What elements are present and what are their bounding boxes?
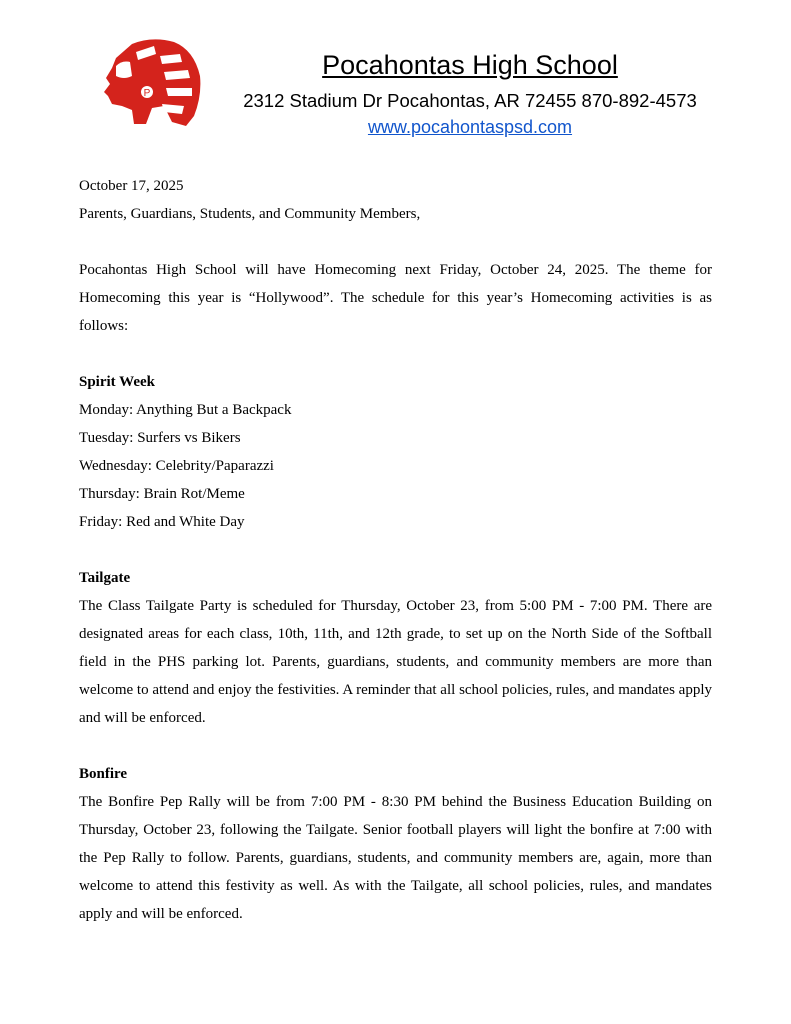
bonfire-paragraph: The Bonfire Pep Rally will be from 7:00 PM - 8:30 PM behind the Business Education Building on Thursday, October 23, following the Tailgate. Senior football players will light the bonfire at 7:00 with the Pep Rally to follow. Parents, guardians, students, and community members are, again, more than welcome to attend this festivity as well. As with the Tailgate, all school policies, rules, and mandates apply and will be enforced. [79,794,712,922]
spirit-day: Tuesday: Surfers vs Bikers [79,430,241,446]
website-link[interactable]: www.pocahontaspsd.com [367,117,573,137]
spirit-day: Friday: Red and White Day [79,514,245,530]
salutation: Parents, Guardians, Students, and Community Members, [79,206,421,222]
spirit-week-heading: Spirit Week [79,374,155,390]
school-logo-chief-icon [102,36,204,128]
tailgate-heading: Tailgate [79,570,131,586]
intro-paragraph: Pocahontas High School will have Homecoming next Friday, October 24, 2025. The theme for Homecoming this year is “Hollywood”. The schedule for this year’s Homecoming activities is as follows: [79,262,712,334]
letter-body [79,172,712,928]
letter-date: October 17, 2025 [79,178,184,194]
spirit-day: Wednesday: Celebrity/Paparazzi [79,458,274,474]
spirit-day: Thursday: Brain Rot/Meme [79,486,245,502]
bonfire-heading: Bonfire [79,766,128,782]
school-name: Pocahontas High School [322,50,618,80]
tailgate-paragraph: The Class Tailgate Party is scheduled for Thursday, October 23, from 5:00 PM - 7:00 PM. There are designated areas for each class, 10th, 11th, and 12th grade, to set up on the North Side of the Softball field in the PHS parking lot. Parents, guardians, students, and community members are more than welcome to attend and enjoy the festivities. A reminder that all school policies, rules, and mandates apply and will be enforced. [79,598,712,726]
school-address: 2312 Stadium Dr Pocahontas, AR 72455 870-892-4573 [243,90,697,111]
spirit-day: Monday: Anything But a Backpack [79,402,292,418]
svg-text:P: P [143,88,151,99]
